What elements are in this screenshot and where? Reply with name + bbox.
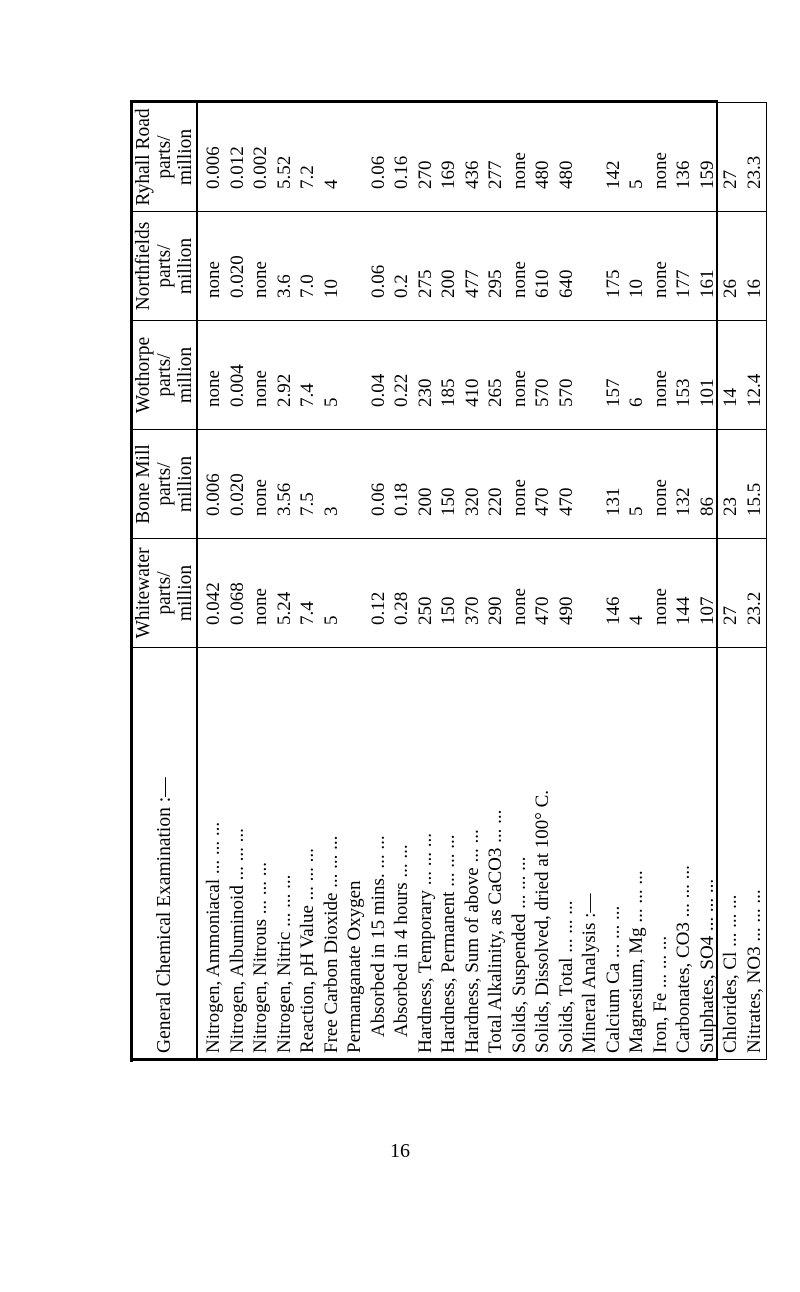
rotated-table-block [132,102,765,1060]
row-label: Nitrates, NO3 ... ... ... [743,889,765,1053]
value-cell: none [203,261,224,298]
value-cell: none [250,479,271,516]
header-row [133,103,198,1060]
value-cell: 153 [673,378,694,407]
row-label: Calcium Ca ... ... ... [602,905,624,1053]
value-cell: 0.068 [226,582,248,625]
value-cell: 477 [461,269,483,298]
value-cell: 640 [555,269,577,298]
value-cell: 86 [696,497,718,516]
value-cell: 131 [602,487,624,516]
row-label: Mineral Analysis :— [579,893,600,1053]
value-cell: 23 [720,497,741,516]
value-cell: 136 [673,160,694,189]
value-cell: 12.4 [743,373,765,407]
row-label: Nitrogen, Albuminoid ... ... ... [226,828,248,1053]
value-cell [343,321,367,429]
row-label: Absorbed in 15 mins. ... ... [367,835,389,1037]
value-cell: 23.3 [743,155,765,189]
header-label: General Chemical Examination :— [133,648,198,1060]
row-label: Nitrogen, Nitrous ... ... ... [250,861,271,1053]
value-cell: 265 [485,378,506,407]
value-cell: none [250,370,271,407]
row-label: Hardness, Temporary ... ... ... [414,833,436,1053]
value-cell: 157 [602,378,624,407]
value-cell: 290 [485,596,506,625]
value-cell: 0.06 [367,264,389,298]
value-cell: 200 [414,487,436,516]
value-cell: 14 [720,388,741,407]
row-label: Carbonates, CO3 ... ... ... [673,865,694,1053]
value-cell: 0.06 [367,155,389,189]
value-cell: 0.18 [391,482,412,516]
value-cell [578,539,602,647]
value-cell: 10 [320,279,342,298]
value-cell: 4 [626,615,647,625]
value-cell: 0.22 [391,373,412,407]
header-ryhall-road: Ryhall Road parts/ million [133,103,198,212]
value-cell: 277 [485,160,506,189]
value-cell: 0.04 [367,373,389,407]
value-cell: 610 [532,269,553,298]
value-cell: 270 [414,160,436,189]
value-cell: 0.020 [226,255,248,298]
header-wothorpe: Wothorpe parts/ million [133,321,198,430]
value-cell: 220 [485,487,506,516]
header-whitewater: Whitewater parts/ million [133,539,198,648]
value-cell: 0.006 [203,473,224,516]
value-cell: 7.5 [297,492,318,516]
value-cell: none [649,261,671,298]
value-cell: 23.2 [743,591,765,625]
value-cell: 295 [485,269,506,298]
value-cell: 0.28 [391,591,412,625]
value-cell: 146 [602,596,624,625]
value-cell: 7.4 [297,601,318,625]
row-label: Chlorides, Cl ... ... ... [720,894,741,1053]
value-cell: 5.24 [273,591,295,625]
value-cell: 480 [532,160,553,189]
value-cell: 5 [626,506,647,516]
value-cell: 132 [673,487,694,516]
row-label: Nitrogen, Nitric ... ... ... [273,874,295,1053]
value-cell [343,539,367,647]
value-cell: 15.5 [743,482,765,516]
value-cell: 490 [555,596,577,625]
row-label: Free Carbon Dioxide ... ... ... [320,835,342,1053]
value-cell: 0.06 [367,482,389,516]
value-cell: 161 [696,269,718,298]
value-cell: 107 [696,596,718,625]
value-cell: none [508,261,530,298]
value-cell: 0.16 [391,155,412,189]
value-cell: 4 [320,179,342,189]
value-cell: none [649,479,671,516]
value-cell: 150 [438,487,459,516]
value-cell: 320 [461,487,483,516]
value-cell [578,321,602,429]
value-cell: none [508,588,530,625]
value-cell: none [649,152,671,189]
row-labels-column [197,648,767,1060]
value-cell: 177 [673,269,694,298]
row-label: Hardness, Sum of above ... ... [461,829,483,1053]
value-cell [343,103,367,211]
value-cell: none [508,370,530,407]
value-cell: 410 [461,378,483,407]
row-label: Total Alkalinity, as CaCO3 ... ... [485,809,506,1053]
value-cell: none [508,152,530,189]
value-cell: 2.92 [273,373,295,407]
value-cell: 0.020 [226,473,248,516]
value-cell: 27 [720,170,741,189]
bone-mill-values-column [197,430,767,539]
value-cell: 370 [461,596,483,625]
header-northfields: Northfields parts/ million [133,212,198,321]
value-cell: 275 [414,269,436,298]
row-label: Hardness, Permanent ... ... ... [438,834,459,1053]
row-label: Absorbed in 4 hours ... ... [391,844,412,1037]
row-label: Permanganate Oxygen [344,880,365,1053]
value-cell: 0.002 [250,146,271,189]
value-cell: 169 [438,160,459,189]
value-cell: 0.012 [226,146,248,189]
value-cell: none [508,479,530,516]
value-cell: 0.042 [203,582,224,625]
value-cell: 470 [532,596,553,625]
value-cell: none [250,588,271,625]
header-bone-mill: Bone Mill parts/ million [133,430,198,539]
value-cell: 185 [438,378,459,407]
value-cell: none [649,588,671,625]
value-cell [343,430,367,538]
row-label: Iron, Fe ... ... ... [649,935,671,1053]
value-cell [578,103,602,211]
row-label: Solids, Dissolved, dried at 100° C. [532,789,553,1053]
value-cell: 101 [696,378,718,407]
value-cell: 16 [743,279,765,298]
value-cell: 250 [414,596,436,625]
row-label: Nitrogen, Ammoniacal ... ... ... [203,821,224,1053]
value-cell: 480 [555,160,577,189]
northfields-values-column [197,212,767,321]
value-cell: 230 [414,378,436,407]
value-cell: 0.12 [367,591,389,625]
page-number: 16 [390,1140,410,1162]
ryhall-road-values-column [197,103,767,212]
row-label: Reaction, pH Value ... ... ... [297,848,318,1053]
row-label: Solids, Total ... ... ... [555,900,577,1053]
value-cell: 470 [532,487,553,516]
value-cell: 26 [720,279,741,298]
value-cell: none [203,370,224,407]
row-label: Sulphates, SO4 ... ... ... [696,878,718,1053]
value-cell: 27 [720,606,741,625]
value-cell: 0.006 [203,146,224,189]
value-cell: 5 [320,615,342,625]
row-label: Solids, Suspended ... ... ... [508,856,530,1053]
value-cell: 570 [532,378,553,407]
table-body-row [197,103,767,1060]
value-cell: 5 [320,397,342,407]
value-cell: none [649,370,671,407]
value-cell: 5 [626,179,647,189]
chemical-examination-table [132,102,767,1060]
value-cell: 10 [626,279,647,298]
value-cell: 7.4 [297,383,318,407]
value-cell: 436 [461,160,483,189]
value-cell [343,212,367,320]
whitewater-values-column [197,539,767,648]
value-cell: 150 [438,596,459,625]
value-cell: 7.0 [297,274,318,298]
value-cell: 175 [602,269,624,298]
value-cell: 200 [438,269,459,298]
value-cell: 0.2 [391,274,412,298]
value-cell: 5.52 [273,155,295,189]
row-label: Magnesium, Mg ... ... ... [626,870,647,1053]
value-cell: 6 [626,397,647,407]
wothorpe-values-column [197,321,767,430]
value-cell: none [250,261,271,298]
value-cell: 3.6 [273,274,295,298]
value-cell: 570 [555,378,577,407]
value-cell: 470 [555,487,577,516]
value-cell: 144 [673,596,694,625]
value-cell: 7.2 [297,165,318,189]
value-cell: 0.004 [226,364,248,407]
value-cell: 142 [602,160,624,189]
value-cell [578,430,602,538]
value-cell: 3.56 [273,482,295,516]
value-cell: 3 [320,506,342,516]
value-cell [578,212,602,320]
value-cell: 159 [696,160,718,189]
